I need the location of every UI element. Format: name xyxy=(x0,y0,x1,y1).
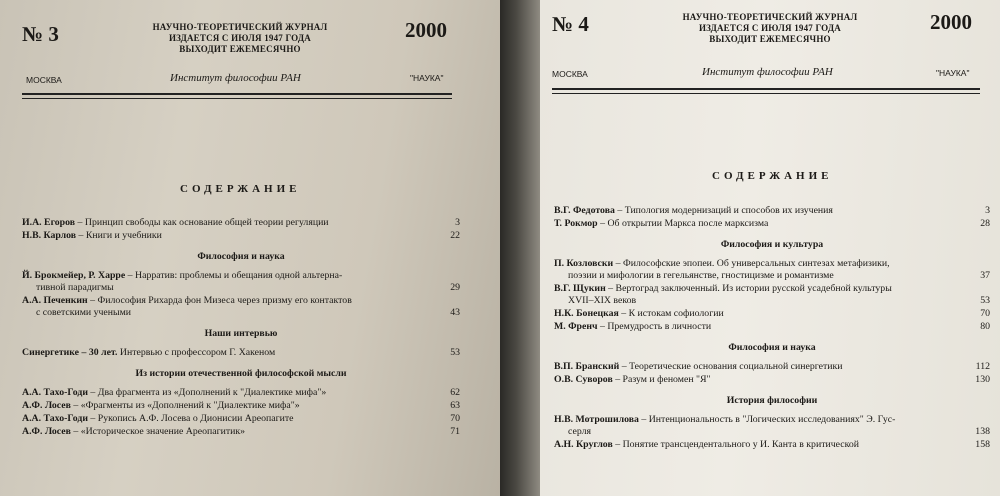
issue-year: 2000 xyxy=(405,18,447,42)
masthead-line: ИЗДАЕТСЯ С ИЮЛЯ 1947 ГОДА xyxy=(168,33,312,43)
toc-title: – Понятие трансцендентального у И. Канта в критической xyxy=(612,439,859,450)
toc-page-number: 3 xyxy=(985,205,990,216)
toc-title-continuation: серля xyxy=(568,426,591,437)
toc-author: А.Ф. Лосев xyxy=(22,400,71,411)
toc-entry-text xyxy=(22,230,434,242)
toc-author: А.Н. Круглов xyxy=(554,439,613,450)
toc-entry xyxy=(554,258,990,282)
toc-author: Н.К. Бонецкая xyxy=(554,308,619,319)
toc-entry xyxy=(554,414,990,438)
toc-entry-text xyxy=(554,283,964,307)
toc-section-heading: Философия и наука xyxy=(728,342,816,353)
toc-title: – Интенциональность в "Логических исследованиях" Э. Гус- xyxy=(638,414,896,425)
masthead xyxy=(140,22,340,55)
issue-number: № 3 xyxy=(22,22,59,46)
book-gutter xyxy=(500,0,540,496)
toc-entry xyxy=(554,308,990,320)
toc-title-continuation: XVII–XIX веков xyxy=(568,295,637,306)
toc-page-number: 130 xyxy=(975,374,990,385)
issue-year: 2000 xyxy=(930,10,972,34)
toc-entry xyxy=(554,361,990,373)
toc-entry xyxy=(22,387,460,399)
toc-entry-text xyxy=(22,387,434,399)
toc-section-heading: Философия и наука xyxy=(197,251,285,262)
toc-entry-text xyxy=(554,218,964,230)
toc-author: М. Френч xyxy=(554,321,598,332)
masthead-line: ВЫХОДИТ ЕЖЕМЕСЯЧНО xyxy=(709,34,831,44)
toc-author: В.Г. Федотова xyxy=(554,205,615,216)
toc-entry-text xyxy=(554,258,964,282)
toc-entry xyxy=(22,347,460,359)
masthead-line: ИЗДАЕТСЯ С ИЮЛЯ 1947 ГОДА xyxy=(698,23,842,33)
toc-title: – Философские эпопеи. Об универсальных синтезах метафизики, xyxy=(613,258,890,269)
toc-entry xyxy=(554,374,990,386)
toc-entry xyxy=(22,426,460,438)
toc-section-heading: История философии xyxy=(726,395,818,406)
toc-title: – Философия Рихарда фон Мизеса через призму его контактов xyxy=(87,295,352,306)
toc-section-heading: Наши интервью xyxy=(204,328,278,339)
toc-entry xyxy=(554,439,990,451)
toc-entry xyxy=(22,295,460,319)
toc-entry xyxy=(22,413,460,425)
toc-page-number: 70 xyxy=(450,413,460,424)
toc-entry xyxy=(22,230,460,242)
masthead xyxy=(670,12,870,45)
institute-label: Институт философии РАН xyxy=(170,72,301,84)
toc-author: Н.В. Мотрошилова xyxy=(554,414,639,425)
toc-title: – Теоретические основания социальной синергетики xyxy=(619,361,843,372)
toc-page-number: 43 xyxy=(450,307,460,318)
toc-page-number: 37 xyxy=(980,270,990,281)
toc-page-number: 53 xyxy=(450,347,460,358)
toc-section-heading: Философия и культура xyxy=(720,239,824,250)
toc-entry xyxy=(554,205,990,217)
toc-entry-text xyxy=(22,413,434,425)
toc-author: В.П. Бранский xyxy=(554,361,620,372)
toc-entry-text xyxy=(554,205,964,217)
toc-entry-text xyxy=(554,439,964,451)
toc-section-heading: Из истории отечественной философской мысли xyxy=(135,368,347,379)
toc-author: А.Ф. Лосев xyxy=(22,426,71,437)
toc-entry-text xyxy=(22,270,434,294)
toc-entry xyxy=(22,270,460,294)
toc-author: А.А. Тахо-Годи xyxy=(22,387,88,398)
masthead-line: ВЫХОДИТ ЕЖЕМЕСЯЧНО xyxy=(179,44,301,54)
toc-page-number: 62 xyxy=(450,387,460,398)
masthead-line: НАУЧНО-ТЕОРЕТИЧЕСКИЙ ЖУРНАЛ xyxy=(682,12,858,22)
right-journal-page xyxy=(540,0,1000,496)
toc-title: – Два фрагмента из «Дополнений к "Диалектике мифа"» xyxy=(87,387,327,398)
toc-entry xyxy=(22,400,460,412)
toc-page-number: 53 xyxy=(980,295,990,306)
toc-title: – Рукопись А.Ф. Лосева о Дионисии Ареопагите xyxy=(87,413,294,424)
table-of-contents xyxy=(22,217,460,439)
publisher-label: "НАУКА" xyxy=(410,73,444,83)
toc-author: Н.В. Карлов xyxy=(22,230,77,241)
toc-author: О.В. Суворов xyxy=(554,374,613,385)
toc-entry-text xyxy=(554,361,964,373)
toc-entry-text xyxy=(22,347,434,359)
toc-entry-text xyxy=(554,374,964,386)
toc-page-number: 138 xyxy=(975,426,990,437)
city-label: МОСКВА xyxy=(26,75,62,85)
city-label: МОСКВА xyxy=(552,69,588,79)
toc-title: – К истокам софиологии xyxy=(618,308,724,319)
toc-title: – Типология модернизаций и способов их изучения xyxy=(614,205,833,216)
toc-author: Синергетике – 30 лет. xyxy=(22,347,118,358)
toc-entry-text xyxy=(554,414,964,438)
toc-page-number: 80 xyxy=(980,321,990,332)
toc-title: – Нарратив: проблемы и обещания одной альтерна- xyxy=(125,270,343,281)
header-rule xyxy=(22,93,452,95)
toc-page-number: 28 xyxy=(980,218,990,229)
toc-author: А.А. Печенкин xyxy=(22,295,88,306)
toc-entry xyxy=(22,217,460,229)
toc-author: П. Козловски xyxy=(554,258,614,269)
toc-title-continuation: с советскими учеными xyxy=(36,307,132,318)
contents-heading: СОДЕРЖАНИЕ xyxy=(712,170,833,182)
toc-title: – Книги и учебники xyxy=(76,230,162,241)
toc-title: – «Историческое значение Ареопагитик» xyxy=(70,426,246,437)
toc-page-number: 3 xyxy=(455,217,460,228)
toc-title: Интервью с профессором Г. Хакеном xyxy=(117,347,276,358)
toc-title: – «Фрагменты из «Дополнений к "Диалектике мифа"» xyxy=(70,400,300,411)
table-of-contents xyxy=(554,205,990,452)
toc-entry-text xyxy=(22,426,434,438)
toc-page-number: 112 xyxy=(975,361,990,372)
toc-entry-text xyxy=(554,321,964,333)
toc-entry-text xyxy=(22,217,434,229)
toc-entry-text xyxy=(22,400,434,412)
toc-title: – Принцип свободы как основание общей теории регуляции xyxy=(75,217,329,228)
header-rule xyxy=(22,98,452,99)
toc-page-number: 71 xyxy=(450,426,460,437)
toc-page-number: 70 xyxy=(980,308,990,319)
toc-page-number: 29 xyxy=(450,282,460,293)
toc-author: И.А. Егоров xyxy=(22,217,76,228)
toc-author: Т. Рокмор xyxy=(554,218,598,229)
toc-entry xyxy=(554,218,990,230)
toc-title-continuation: тивной парадигмы xyxy=(36,282,114,293)
publisher-label: "НАУКА" xyxy=(936,68,970,78)
toc-entry-text xyxy=(554,308,964,320)
toc-title: – Об открытии Маркса после марксизма xyxy=(597,218,769,229)
toc-entry xyxy=(554,283,990,307)
toc-title: – Разум и феномен "Я" xyxy=(612,374,711,385)
issue-number: № 4 xyxy=(552,12,589,36)
masthead-line: НАУЧНО-ТЕОРЕТИЧЕСКИЙ ЖУРНАЛ xyxy=(152,22,328,32)
toc-page-number: 158 xyxy=(975,439,990,450)
contents-heading: СОДЕРЖАНИЕ xyxy=(180,183,301,195)
toc-author: А.А. Тахо-Годи xyxy=(22,413,88,424)
institute-label: Институт философии РАН xyxy=(702,66,833,78)
toc-title: – Премудрость в личности xyxy=(597,321,712,332)
toc-entry xyxy=(554,321,990,333)
toc-page-number: 22 xyxy=(450,230,460,241)
header-rule xyxy=(552,88,980,90)
header-rule xyxy=(552,93,980,94)
toc-title-continuation: поэзии и мифологии в гегельянстве, гностицизме и романтизме xyxy=(568,270,834,281)
toc-page-number: 63 xyxy=(450,400,460,411)
toc-author: В.Г. Щукин xyxy=(554,283,606,294)
toc-title: – Вертоград заключенный. Из истории русской усадебной культуры xyxy=(605,283,892,294)
toc-author: Й. Брокмейер, Р. Харре xyxy=(22,270,126,281)
toc-entry-text xyxy=(22,295,434,319)
